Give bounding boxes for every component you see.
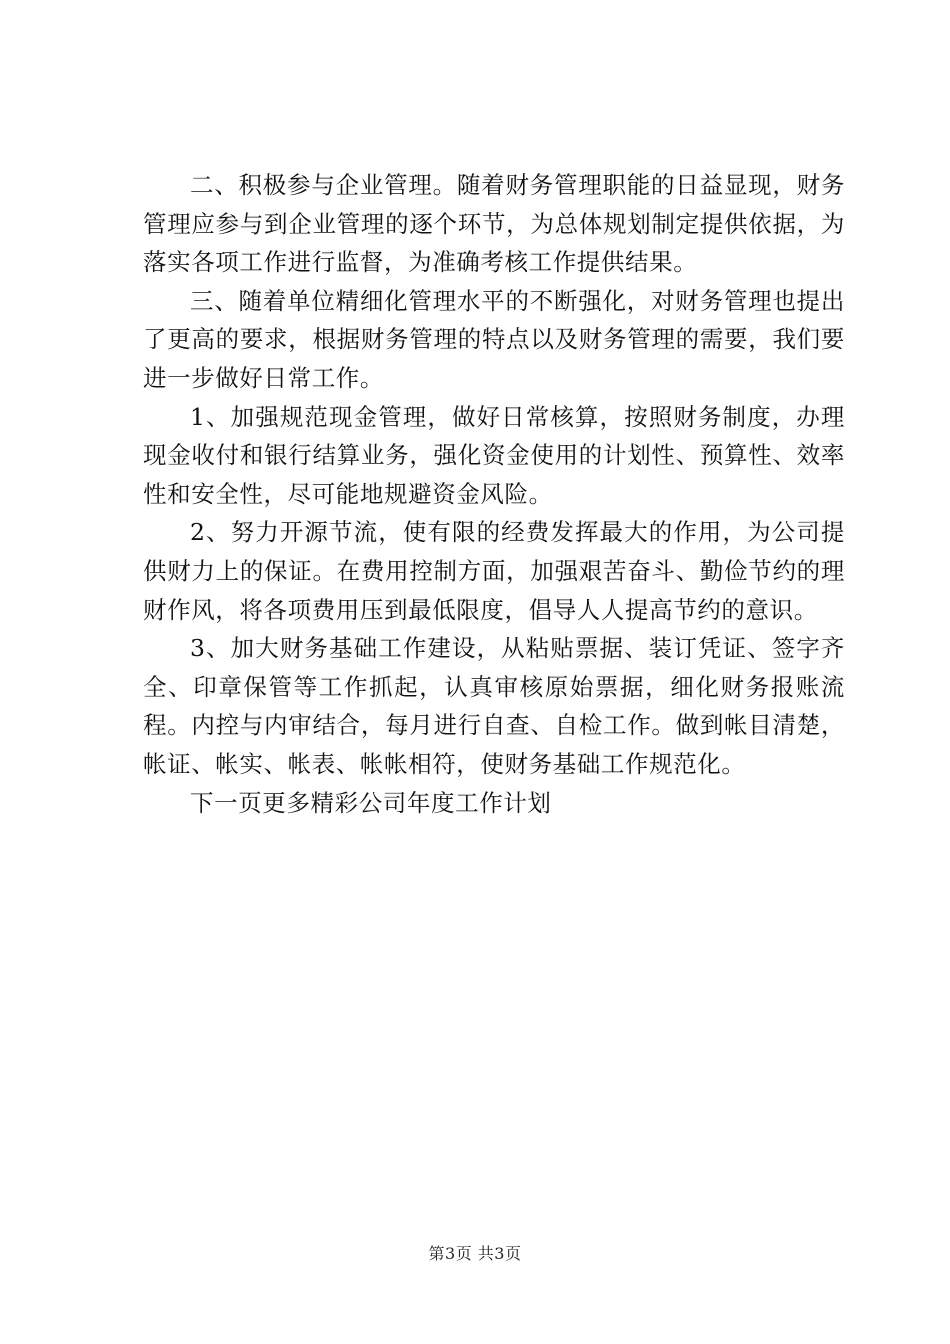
page-number-footer: 第3页 共3页: [428, 1244, 522, 1263]
document-body: [143, 166, 845, 822]
paragraph-daily-work: 三、随着单位精细化管理水平的不断强化，对财务管理也提出了更高的要求，根据财务管理的特点以及财务管理的需要，我们要进一步做好日常工作。: [143, 286, 845, 392]
paragraph-basic-work: 3、加大财务基础工作建设，从粘贴票据、装订凭证、签字齐全、印章保管等工作抓起，认真审核原始票据，细化财务报账流程。内控与内审结合，每月进行自查、自检工作。做到帐目清楚，帐证、帐实、帐表、帐帐相符，使财务基础工作规范化。: [143, 634, 845, 778]
paragraph-cost-saving: 2、努力开源节流，使有限的经费发挥最大的作用，为公司提供财力上的保证。在费用控制方面，加强艰苦奋斗、勤俭节约的理财作风，将各项费用压到最低限度，倡导人人提高节约的意识。: [143, 518, 845, 624]
paragraph-participate-management: 二、积极参与企业管理。随着财务管理职能的日益显现，财务管理应参与到企业管理的逐个环节，为总体规划制定提供依据，为落实各项工作进行监督，为准确考核工作提供结果。: [143, 171, 845, 277]
paragraph-cash-management: 1、加强规范现金管理，做好日常核算，按照财务制度，办理现金收付和银行结算业务，强化资金使用的计划性、预算性、效率性和安全性，尽可能地规避资金风险。: [143, 402, 845, 508]
next-page-link-text: 下一页更多精彩公司年度工作计划: [190, 788, 552, 817]
